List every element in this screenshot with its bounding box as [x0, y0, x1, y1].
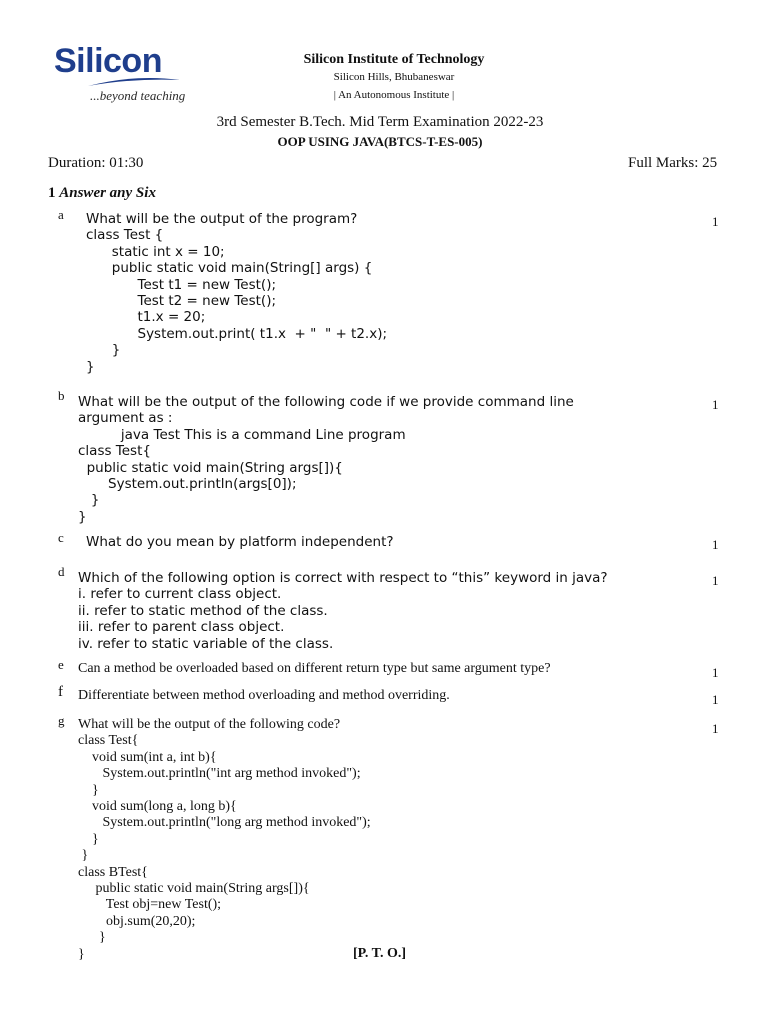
question-c	[86, 534, 394, 550]
question-g-line: }	[78, 831, 99, 847]
section-number: 1	[48, 185, 56, 201]
question-d-option: i. refer to current class object.	[78, 586, 282, 603]
question-b-line: }	[78, 492, 100, 509]
institute-status: | An Autonomous Institute |	[333, 89, 455, 101]
question-a-line: System.out.print( t1.x + " " + t2.x);	[86, 325, 388, 342]
question-b	[78, 394, 574, 525]
question-letter-f: f	[58, 684, 63, 700]
question-g-line: obj.sum(20,20);	[78, 913, 196, 929]
question-a-line: }	[86, 358, 95, 375]
question-b-line: argument as :	[78, 410, 173, 427]
question-g-line: public static void main(String args[]){	[78, 881, 310, 897]
question-e	[78, 661, 551, 677]
question-marks-c: 1	[712, 537, 719, 552]
question-d	[78, 570, 608, 652]
question-a-line: public static void main(String[] args) {	[86, 260, 373, 277]
question-g-line: }	[78, 782, 99, 798]
question-g-line: }	[78, 848, 89, 864]
question-b-line: What will be the output of the following code if we provide command line	[78, 394, 574, 410]
logo-wordmark: Silicon	[54, 42, 162, 80]
question-f-text: Differentiate between method overloading and method overriding.	[78, 688, 450, 703]
question-marks-e: 1	[712, 665, 719, 680]
question-letter-d: d	[58, 564, 65, 579]
question-g-line: }	[78, 930, 106, 946]
question-g-line: void sum(int a, int b){	[78, 749, 217, 765]
section-heading	[48, 185, 156, 202]
page-turn-over: [P. T. O.]	[353, 946, 407, 961]
question-marks-g: 1	[712, 721, 719, 736]
question-d-option: ii. refer to static method of the class.	[78, 602, 328, 619]
question-marks-a: 1	[712, 214, 719, 229]
question-g-line: What will be the output of the following code?	[78, 717, 341, 732]
question-e-text: Can a method be overloaded based on different return type but same argument type?	[78, 661, 551, 676]
question-b-line: System.out.println(args[0]);	[78, 476, 297, 493]
question-a-line: Test t1 = new Test();	[86, 276, 277, 293]
question-b-line: java Test This is a command Line program	[78, 426, 406, 443]
question-g	[78, 717, 371, 963]
question-b-line: }	[78, 508, 87, 525]
question-letter-c: c	[58, 530, 64, 545]
question-d-line: Which of the following option is correct with respect to “this” keyword in java?	[78, 570, 608, 586]
question-a-line: Test t2 = new Test();	[86, 293, 277, 310]
institute-name: Silicon Institute of Technology	[303, 52, 485, 67]
question-c-text: What do you mean by platform independent?	[86, 534, 394, 550]
question-letter-a: a	[58, 207, 64, 222]
question-a-line: class Test {	[86, 227, 164, 244]
question-d-option: iii. refer to parent class object.	[78, 619, 285, 636]
question-g-line: class Test{	[78, 733, 139, 749]
section-instruction: Answer any Six	[59, 185, 156, 201]
question-f	[78, 688, 450, 704]
question-g-line: void sum(long a, long b){	[78, 799, 237, 815]
question-letter-e: e	[58, 657, 64, 672]
question-b-line: class Test{	[78, 443, 151, 460]
question-a-line: static int x = 10;	[86, 243, 225, 260]
logo-tagline: ...beyond teaching	[90, 88, 186, 103]
institute-location: Silicon Hills, Bhubaneswar	[333, 71, 455, 83]
question-marks-b: 1	[712, 397, 719, 412]
question-g-line: System.out.println("long arg method invoked");	[78, 815, 371, 831]
question-b-line: public static void main(String args[]){	[78, 459, 343, 476]
question-g-line: System.out.println("int arg method invoked");	[78, 766, 361, 782]
question-marks-f: 1	[712, 692, 719, 707]
question-marks-d: 1	[712, 573, 719, 588]
question-a-line: t1.x = 20;	[86, 309, 206, 326]
question-letter-b: b	[58, 388, 65, 403]
question-a	[86, 211, 387, 375]
question-g-line: }	[78, 946, 85, 962]
question-a-line: What will be the output of the program?	[86, 211, 358, 227]
exam-title: 3rd Semester B.Tech. Mid Term Examination 2022-23	[216, 114, 544, 130]
full-marks: Full Marks: 25	[628, 155, 718, 171]
question-g-line: Test obj=new Test();	[78, 897, 222, 913]
duration: Duration: 01:30	[48, 155, 144, 171]
question-d-option: iv. refer to static variable of the class.	[78, 635, 334, 652]
question-g-line: class BTest{	[78, 864, 148, 880]
question-a-line: }	[86, 342, 121, 359]
question-letter-g: g	[58, 713, 65, 728]
subject-title: OOP USING JAVA(BTCS-T-ES-005)	[277, 134, 483, 149]
